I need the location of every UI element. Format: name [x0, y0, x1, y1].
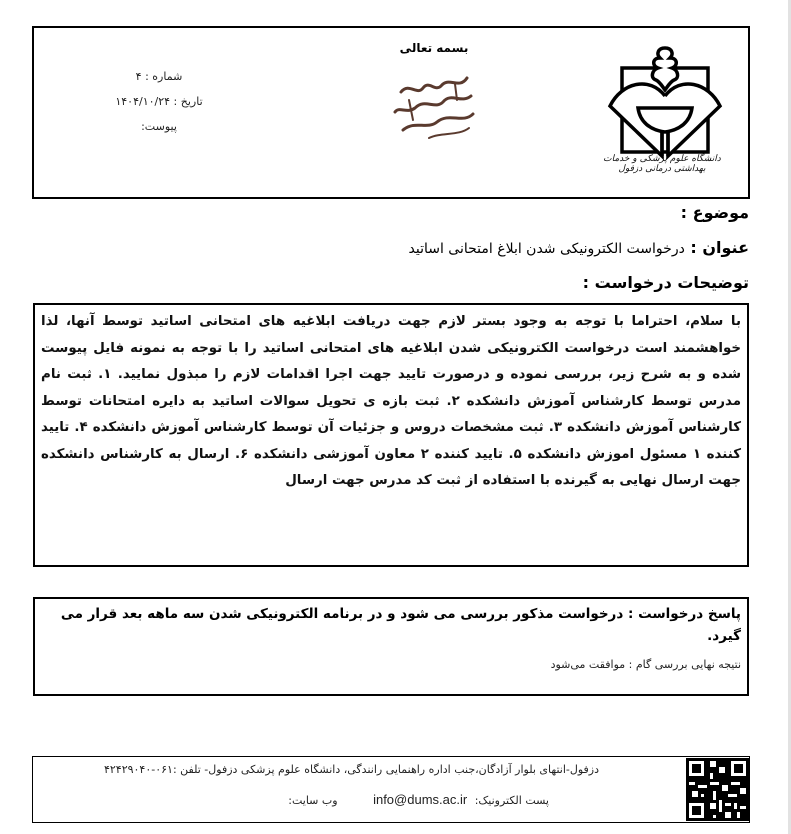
letter-number-label: شماره : — [145, 70, 183, 83]
letterhead — [32, 26, 750, 199]
bismillah-heading: بسمه تعالی — [399, 41, 469, 55]
reply-line — [41, 603, 741, 647]
letter-attachment-label: پیوست: — [141, 120, 177, 133]
title-value: درخواست الکترونیکی شدن ابلاغ امتحانی اساتید — [408, 241, 685, 257]
letter-number-value: ۴ — [135, 70, 142, 83]
letter-date-label: تاریخ : — [173, 95, 203, 108]
website-label: وب سایت: — [288, 794, 338, 807]
letter-number — [104, 70, 214, 84]
letter-meta — [104, 70, 214, 145]
reply-text: درخواست مذکور بررسی می شود و در برنامه الکترونیکی شدن سه ماهه بعد قرار می گیرد. — [60, 606, 741, 644]
footer-contact — [288, 792, 549, 807]
description-label: توضیحات درخواست : — [582, 273, 749, 292]
reply-box — [33, 597, 749, 696]
university-logo — [602, 46, 732, 171]
calligraphy-logo — [389, 70, 479, 142]
reply-label: پاسخ درخواست : — [627, 606, 741, 622]
subject-label: موضوع : — [680, 203, 749, 222]
title-label: عنوان : — [690, 238, 749, 257]
description-box — [33, 303, 749, 567]
footer — [32, 756, 750, 823]
title-line — [409, 238, 750, 257]
description-text: با سلام، احتراما با توجه به وجود بستر لازم جهت دریافت ابلاغیه های امتحانی اساتید توسط آنها، لذا خواهشمند است درخواست الکترونیکی شدن ابلاغیه های امتحانی اساتید را با توجه به نمونه فایل پیوست شده و به شرح زیر، بررسی نموده و درصورت تایید جهت اجرا اقدامات لازم را مبذول نمایید. ۱. ثبت نام مدرس توسط کارشناس آموزش دانشکده ۲. ثبت بازه ی تحویل سوالات اساتید به دایره امتحانات توسط کارشناس آموزش دانشکده ۳. ثبت مشخصات دروس و جزئیات آن توسط کارشناس آموزش دانشکده ۴. تایید کننده ۱ مسئول اموزش دانشکده ۵. تایید کننده ۲ معاون آموزشی دانشکده ۶. ارسال به کارشناس دانشکده جهت ارسال نهایی به گیرنده با استفاده از ثبت کد مدرس جهت ارسال — [41, 314, 742, 488]
letter-date-value: ۱۴۰۴/۱۰/۲۴ — [115, 95, 171, 108]
review-result: نتیجه نهایی بررسی گام : موافقت می‌شود — [550, 658, 741, 671]
university-name: دانشگاه علوم پزشکی و خدمات بهداشتی درمانی دزفول — [603, 154, 721, 174]
email-link[interactable]: info@dums.ac.ir — [373, 792, 468, 807]
footer-address: دزفول-انتهای بلوار آزادگان،جنب اداره راهنمایی رانندگی، دانشگاه علوم پزشکی دزفول- تلفن :۰۶۱-۴۲۴۲۹۰۴۰ — [103, 763, 599, 776]
letter-attachment — [104, 120, 214, 134]
email-label: پست الکترونیک: — [474, 794, 549, 807]
letter-date — [104, 95, 214, 109]
qr-code-icon — [686, 757, 749, 822]
